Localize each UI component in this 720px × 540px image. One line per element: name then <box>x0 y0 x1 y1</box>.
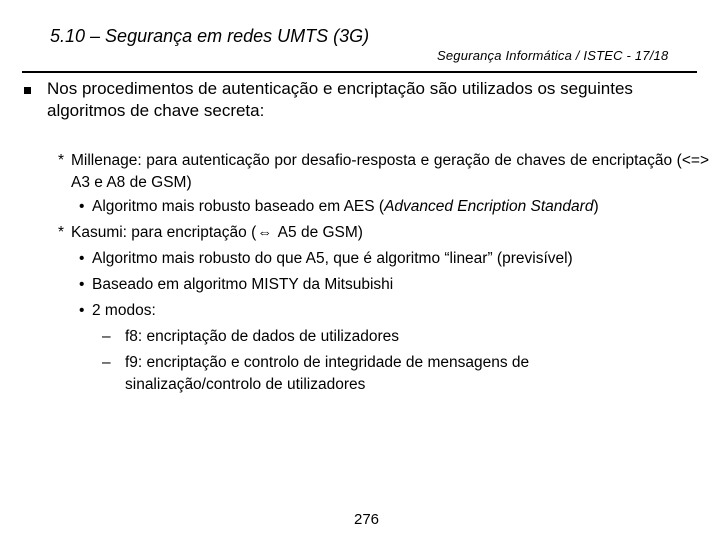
millenage-sub-item <box>92 196 599 218</box>
dash-bullet-icon: – <box>102 354 111 371</box>
kasumi-sub-item: 2 modos: <box>92 302 156 319</box>
course-header: Segurança Informática / ISTEC - 17/18 <box>437 48 669 63</box>
aes-full-name: Advanced Encription Standard <box>384 198 594 215</box>
mode-item: f9: encriptação e controlo de integridade de mensagens de sinalização/controlo de utilizadores <box>125 354 530 393</box>
dot-bullet-icon: • <box>79 198 85 215</box>
kasumi-prefix: Kasumi: para encriptação ( <box>71 224 257 241</box>
slide-title: 5.10 – Segurança em redes UMTS (3G) <box>50 26 370 46</box>
kasumi-sub-item: Baseado em algoritmo MISTY da Mitsubishi <box>92 276 394 293</box>
dot-bullet-icon: • <box>79 302 85 319</box>
kasumi-suffix: A5 de GSM) <box>274 224 363 241</box>
star-bullet-icon: * <box>58 224 65 241</box>
kasumi-text <box>71 222 363 244</box>
header-divider <box>22 71 697 73</box>
dot-bullet-icon: • <box>79 250 85 267</box>
millenage-text: Millenage: para autenticação por desafio-resposta e geração de chaves de encriptação (<=> A3 e A8 de GSM) <box>71 152 709 191</box>
page-number: 276 <box>354 511 380 528</box>
dash-bullet-icon: – <box>102 328 111 345</box>
double-arrow-icon: ⇔ <box>257 224 273 241</box>
mode-item: f8: encriptação de dados de utilizadores <box>125 328 400 345</box>
millenage-sub-suffix: ) <box>593 198 599 215</box>
kasumi-sub-item: Algoritmo mais robusto do que A5, que é algoritmo “linear” (previsível) <box>92 250 573 267</box>
square-bullet-icon <box>24 87 31 94</box>
millenage-sub-prefix: Algoritmo mais robusto baseado em AES ( <box>92 198 385 215</box>
star-bullet-icon: * <box>58 152 65 169</box>
main-bullet-text: Nos procedimentos de autenticação e encriptação são utilizados os seguintes algoritmos de chave secreta: <box>47 79 633 120</box>
dot-bullet-icon: • <box>79 276 85 293</box>
